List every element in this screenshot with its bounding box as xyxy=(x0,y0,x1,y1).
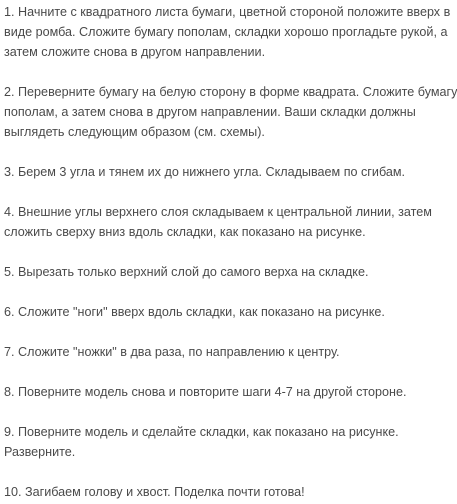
step-2-line-1: 2. Переверните бумагу на белую сторону в форме квадрата. Сложите бумагу xyxy=(4,85,457,99)
step-4 xyxy=(4,202,457,242)
step-10 xyxy=(4,482,457,502)
step-7-line-1: 7. Сложите "ножки" в два раза, по направлению к центру. xyxy=(4,345,340,359)
step-1-line-3: затем сложите снова в другом направлении. xyxy=(4,45,266,59)
step-2-line-3: выглядеть следующим образом (см. схемы). xyxy=(4,125,265,139)
step-3-line-1: 3. Берем 3 угла и тянем их до нижнего угла. Складываем по сгибам. xyxy=(4,165,406,179)
step-8 xyxy=(4,382,457,402)
step-3 xyxy=(4,162,457,182)
step-7 xyxy=(4,342,457,362)
step-4-line-1: 4. Внешние углы верхнего слоя складываем к центральной линии, затем xyxy=(4,205,432,219)
step-4-line-2: сложить сверху вниз вдоль складки, как показано на рисунке. xyxy=(4,225,366,239)
step-2 xyxy=(4,82,457,142)
step-6 xyxy=(4,302,457,322)
step-9-line-1: 9. Поверните модель и сделайте складки, как показано на рисунке. xyxy=(4,425,399,439)
step-8-line-1: 8. Поверните модель снова и повторите шаги 4-7 на другой стороне. xyxy=(4,385,407,399)
step-2-line-2: пополам, а затем снова в другом направлении. Ваши складки должны xyxy=(4,105,416,119)
step-10-line-1: 10. Загибаем голову и хвост. Поделка почти готова! xyxy=(4,485,305,499)
step-9-line-2: Разверните. xyxy=(4,445,76,459)
step-9 xyxy=(4,422,457,462)
step-1-line-2: виде ромба. Сложите бумагу пополам, складки хорошо прогладьте рукой, а xyxy=(4,25,448,39)
step-1-line-1: 1. Начните с квадратного листа бумаги, цветной стороной положите вверх в xyxy=(4,5,451,19)
step-6-line-1: 6. Сложите "ноги" вверх вдоль складки, как показано на рисунке. xyxy=(4,305,385,319)
step-1 xyxy=(4,2,457,62)
step-5 xyxy=(4,262,457,282)
step-5-line-1: 5. Вырезать только верхний слой до самого верха на складке. xyxy=(4,265,369,279)
